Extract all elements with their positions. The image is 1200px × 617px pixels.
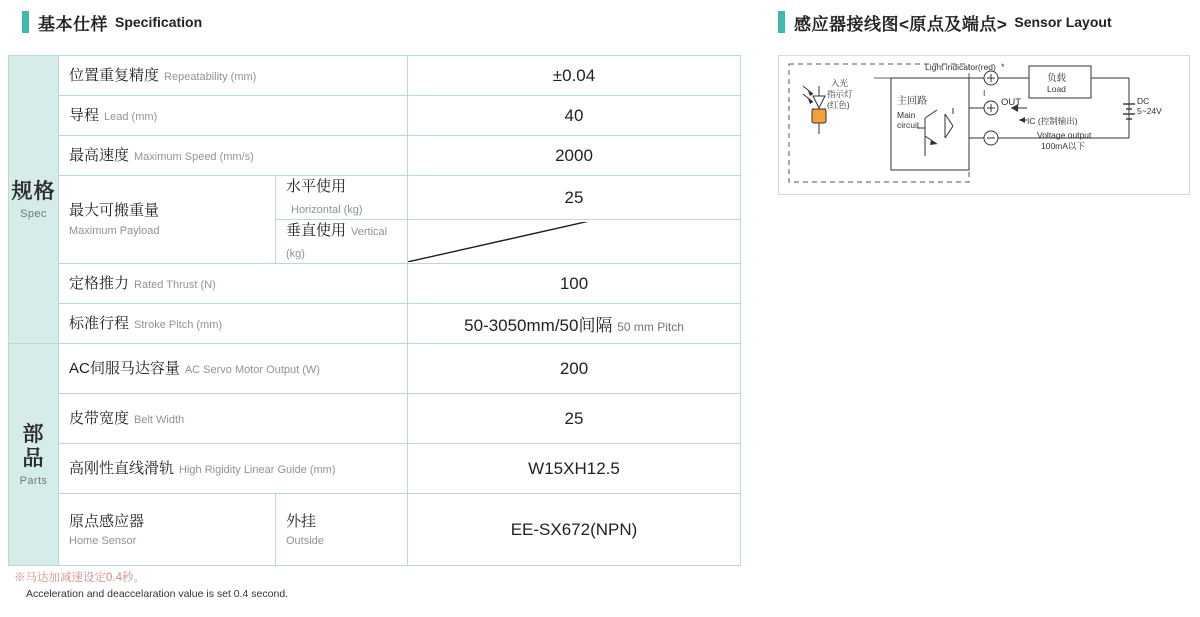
accent-bar (22, 11, 29, 33)
group-cell-parts (9, 344, 59, 566)
footnote-line-cn: ※马达加减速设定0.4秒。 (14, 572, 145, 584)
light-cn-1: 入光 (831, 78, 849, 88)
row-label-ac-servo-motor-output (59, 344, 408, 394)
table-row (9, 494, 741, 566)
label-en: Stroke Pitch (mm) (134, 319, 223, 332)
specification-title-cn: 基本仕样 (38, 14, 108, 34)
sublabel-cn: 垂直使用 (286, 222, 347, 240)
row-label-maximum-speed (59, 136, 408, 176)
sensor-wiring-diagram (778, 55, 1190, 195)
terminal-out-label: OUT (1001, 97, 1022, 108)
sensor-title-en: Sensor Layout (1014, 14, 1112, 30)
stroke-pitch-value-note: 50 mm Pitch (617, 320, 684, 335)
group-label-en: Parts (19, 475, 48, 488)
row-sublabel-horizontal (276, 176, 408, 220)
label-en: Maximum Payload (69, 225, 160, 238)
label-en: Maximum Speed (mm/s) (134, 150, 254, 163)
row-value-horizontal: 25 (408, 176, 741, 220)
row-value-linear-guide: W15XH12.5 (408, 444, 741, 494)
group-label-en: Spec (20, 207, 47, 220)
footnote-line-en: Acceleration and deaccelaration value is set 0.4 second. (26, 588, 289, 601)
light-cn-3: (红色) (827, 100, 850, 110)
ic-label: IC (控制输出) (1027, 116, 1078, 126)
light-indicator-label: Light indicator(red) (925, 62, 996, 72)
voltage-output-1: Voltage output (1037, 130, 1092, 140)
label-cn: AC伺服马达容量 (69, 360, 180, 378)
row-value-maximum-speed: 2000 (408, 136, 741, 176)
sublabel-en: Horizontal (kg) (291, 203, 363, 216)
label-cn: 标准行程 (69, 315, 130, 333)
accent-bar (778, 11, 785, 33)
row-label-stroke-pitch (59, 304, 408, 344)
main-circuit-en-2: circuit (897, 120, 920, 130)
table-row (9, 444, 741, 494)
sensor-diagram-svg (779, 56, 1189, 194)
footnote (14, 570, 288, 603)
row-sublabel-vertical (276, 220, 408, 264)
row-label-belt-width (59, 394, 408, 444)
label-cn: 定格推力 (69, 275, 130, 293)
table-row (9, 136, 741, 176)
label-cn: 皮带宽度 (69, 410, 130, 428)
row-label-maximum-payload (59, 176, 276, 264)
specification-table (8, 55, 741, 566)
group-label-cn: 部 品 (22, 422, 45, 470)
specification-title-en: Specification (115, 14, 203, 30)
row-label-linear-guide (59, 444, 408, 494)
label-en: Lead (mm) (104, 110, 158, 123)
label-cn: 导程 (69, 106, 100, 124)
table-row (9, 56, 741, 96)
label-en: Home Sensor (69, 535, 137, 548)
sensor-section-header (778, 8, 1112, 36)
sublabel-cn: 水平使用 (286, 178, 347, 195)
label-en: High Rigidity Linear Guide (mm) (179, 464, 336, 477)
sublabel-en: Outside (286, 535, 324, 548)
row-value-belt-width: 25 (408, 394, 741, 444)
row-value-vertical-not-applicable (408, 220, 741, 264)
label-cn: 最高速度 (69, 146, 130, 164)
table-row (9, 304, 741, 344)
table-row (9, 96, 741, 136)
row-sublabel-outside (276, 494, 408, 566)
dc-label-2: 5~24V (1137, 106, 1162, 116)
row-label-rated-thrust (59, 264, 408, 304)
row-value-rated-thrust: 100 (408, 264, 741, 304)
terminal-plus-asterisk: * (1001, 62, 1005, 72)
load-cn: 负载 (1047, 73, 1067, 84)
row-label-repeatability (59, 56, 408, 96)
main-circuit-en-1: Main (897, 110, 916, 120)
voltage-output-2: 100mA以下 (1041, 141, 1085, 151)
label-en: Repeatability (mm) (164, 70, 257, 83)
label-en: Belt Width (134, 414, 185, 427)
sublabel-cn: 外挂 (286, 512, 317, 530)
terminal-label-i: I (983, 88, 986, 98)
label-en: Rated Thrust (N) (134, 279, 216, 292)
load-en: Load (1047, 84, 1066, 94)
row-value-home-sensor: EE-SX672(NPN) (408, 494, 741, 566)
table-row (9, 344, 741, 394)
label-cn: 高刚性直线滑轨 (69, 460, 175, 478)
label-cn: 位置重复精度 (69, 66, 160, 84)
row-value-ac-servo-motor-output: 200 (408, 344, 741, 394)
row-label-home-sensor (59, 494, 276, 566)
label-cn: 最大可搬重量 (69, 202, 160, 220)
row-value-repeatability: ±0.04 (408, 56, 741, 96)
group-label-cn: 规格 (11, 179, 56, 203)
stroke-pitch-value: 50-3050mm/50间隔 (464, 316, 613, 336)
dc-label-1: DC (1137, 96, 1150, 106)
specification-section-header (22, 8, 202, 36)
sublabel-en: Vertical (kg) (286, 226, 388, 260)
table-row (9, 176, 741, 220)
row-value-stroke-pitch (408, 304, 741, 344)
main-circuit-cn: 主回路 (897, 96, 927, 107)
table-row (9, 264, 741, 304)
sensor-title-cn: 感应器接线图<原点及端点> (794, 14, 1008, 34)
label-en: AC Servo Motor Output (W) (184, 364, 320, 377)
group-cell-spec (9, 56, 59, 344)
light-cn-2: 指示灯 (827, 89, 853, 99)
table-row (9, 394, 741, 444)
row-label-lead (59, 96, 408, 136)
row-value-lead: 40 (408, 96, 741, 136)
label-cn: 原点感应器 (69, 512, 145, 530)
